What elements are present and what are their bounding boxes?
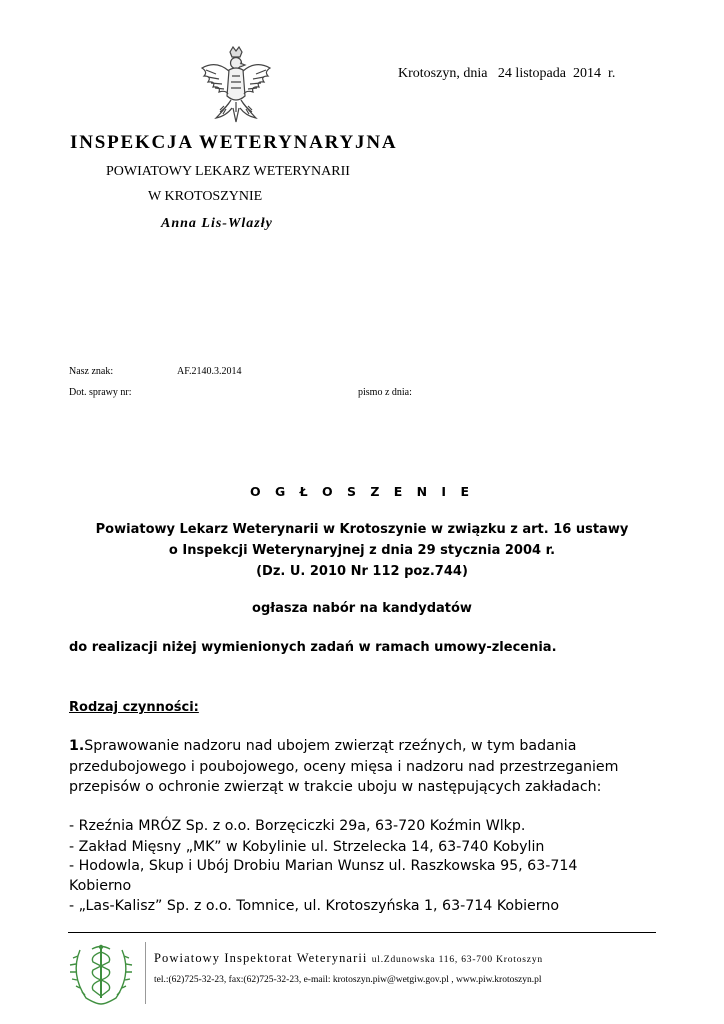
footer-divider [68, 932, 656, 933]
polish-eagle-emblem [196, 46, 276, 128]
purpose-statement: do realizacji niżej wymienionych zadań w ramach umowy-zlecenia. [69, 640, 557, 655]
document-date: Krotoszyn, dnia 24 listopada 2014 r. [398, 66, 616, 81]
footer-organization [154, 951, 543, 966]
recruitment-statement: ogłasza nabór na kandydatów [252, 601, 472, 616]
case-number-label: Dot. sprawy nr: [69, 387, 132, 398]
footer-separator [145, 942, 146, 1004]
letter-date-label: pismo z dnia: [358, 387, 412, 398]
institution-title: INSPEKCJA WETERYNARYJNA [70, 132, 398, 153]
list-item: - Hodowla, Skup i Ubój Drobiu Marian Wunsz ul. Raszkowska 95, 63-714 [69, 858, 578, 874]
list-item: Kobierno [69, 878, 132, 894]
activity-item-line1 [69, 738, 576, 754]
office-name-line2: W KROTOSZYNIE [148, 189, 263, 204]
footer-contacts: tel.:(62)725-32-23, fax:(62)725-32-23, e-mail: krotoszyn.piw@wetgiw.gov.pl , www.piw.krotoszyn.pl [154, 975, 542, 985]
announcement-intro-line2: o Inspekcji Weterynaryjnej z dnia 29 stycznia 2004 r. [168, 543, 556, 558]
activities-heading: Rodzaj czynności: [69, 700, 199, 715]
organization-address: ul.Zdunowska 116, 63-700 Krotoszyn [371, 955, 543, 965]
organization-name: Powiatowy Inspektorat Weterynarii [154, 951, 368, 965]
activity-item-line3: przepisów o ochronie zwierząt w trakcie uboju w następujących zakładach: [69, 779, 602, 795]
list-item: - „Las-Kalisz” Sp. z o.o. Tomnice, ul. Krotoszyńska 1, 63-714 Kobierno [69, 898, 560, 914]
signatory-name: Anna Lis-Wlazły [161, 216, 273, 231]
announcement-intro-line1: Powiatowy Lekarz Weterynarii w Krotoszynie w związku z art. 16 ustawy [95, 522, 629, 537]
office-name-line1: POWIATOWY LEKARZ WETERYNARII [106, 164, 350, 179]
activity-item-number: 1. [69, 738, 85, 754]
list-item: - Zakład Mięsny „MK” w Kobylinie ul. Strzelecka 14, 63-740 Kobylin [69, 839, 545, 855]
our-reference-value: AF.2140.3.2014 [177, 366, 242, 377]
our-reference-label: Nasz znak: [69, 366, 114, 377]
activity-item-line2: przedubojowego i poubojowego, oceny mięsa i nadzoru nad przestrzeganiem [69, 759, 619, 775]
list-item: - Rzeźnia MRÓZ Sp. z o.o. Borzęciczki 29a, 63-720 Koźmin Wlkp. [69, 818, 526, 834]
activity-item-text: Sprawowanie nadzoru nad ubojem zwierząt rzeźnych, w tym badania [84, 738, 577, 754]
veterinary-logo [66, 940, 136, 1008]
announcement-intro-line3: (Dz. U. 2010 Nr 112 poz.744) [256, 564, 468, 579]
announcement-title: O G Ł O S Z E N I E [250, 484, 474, 499]
